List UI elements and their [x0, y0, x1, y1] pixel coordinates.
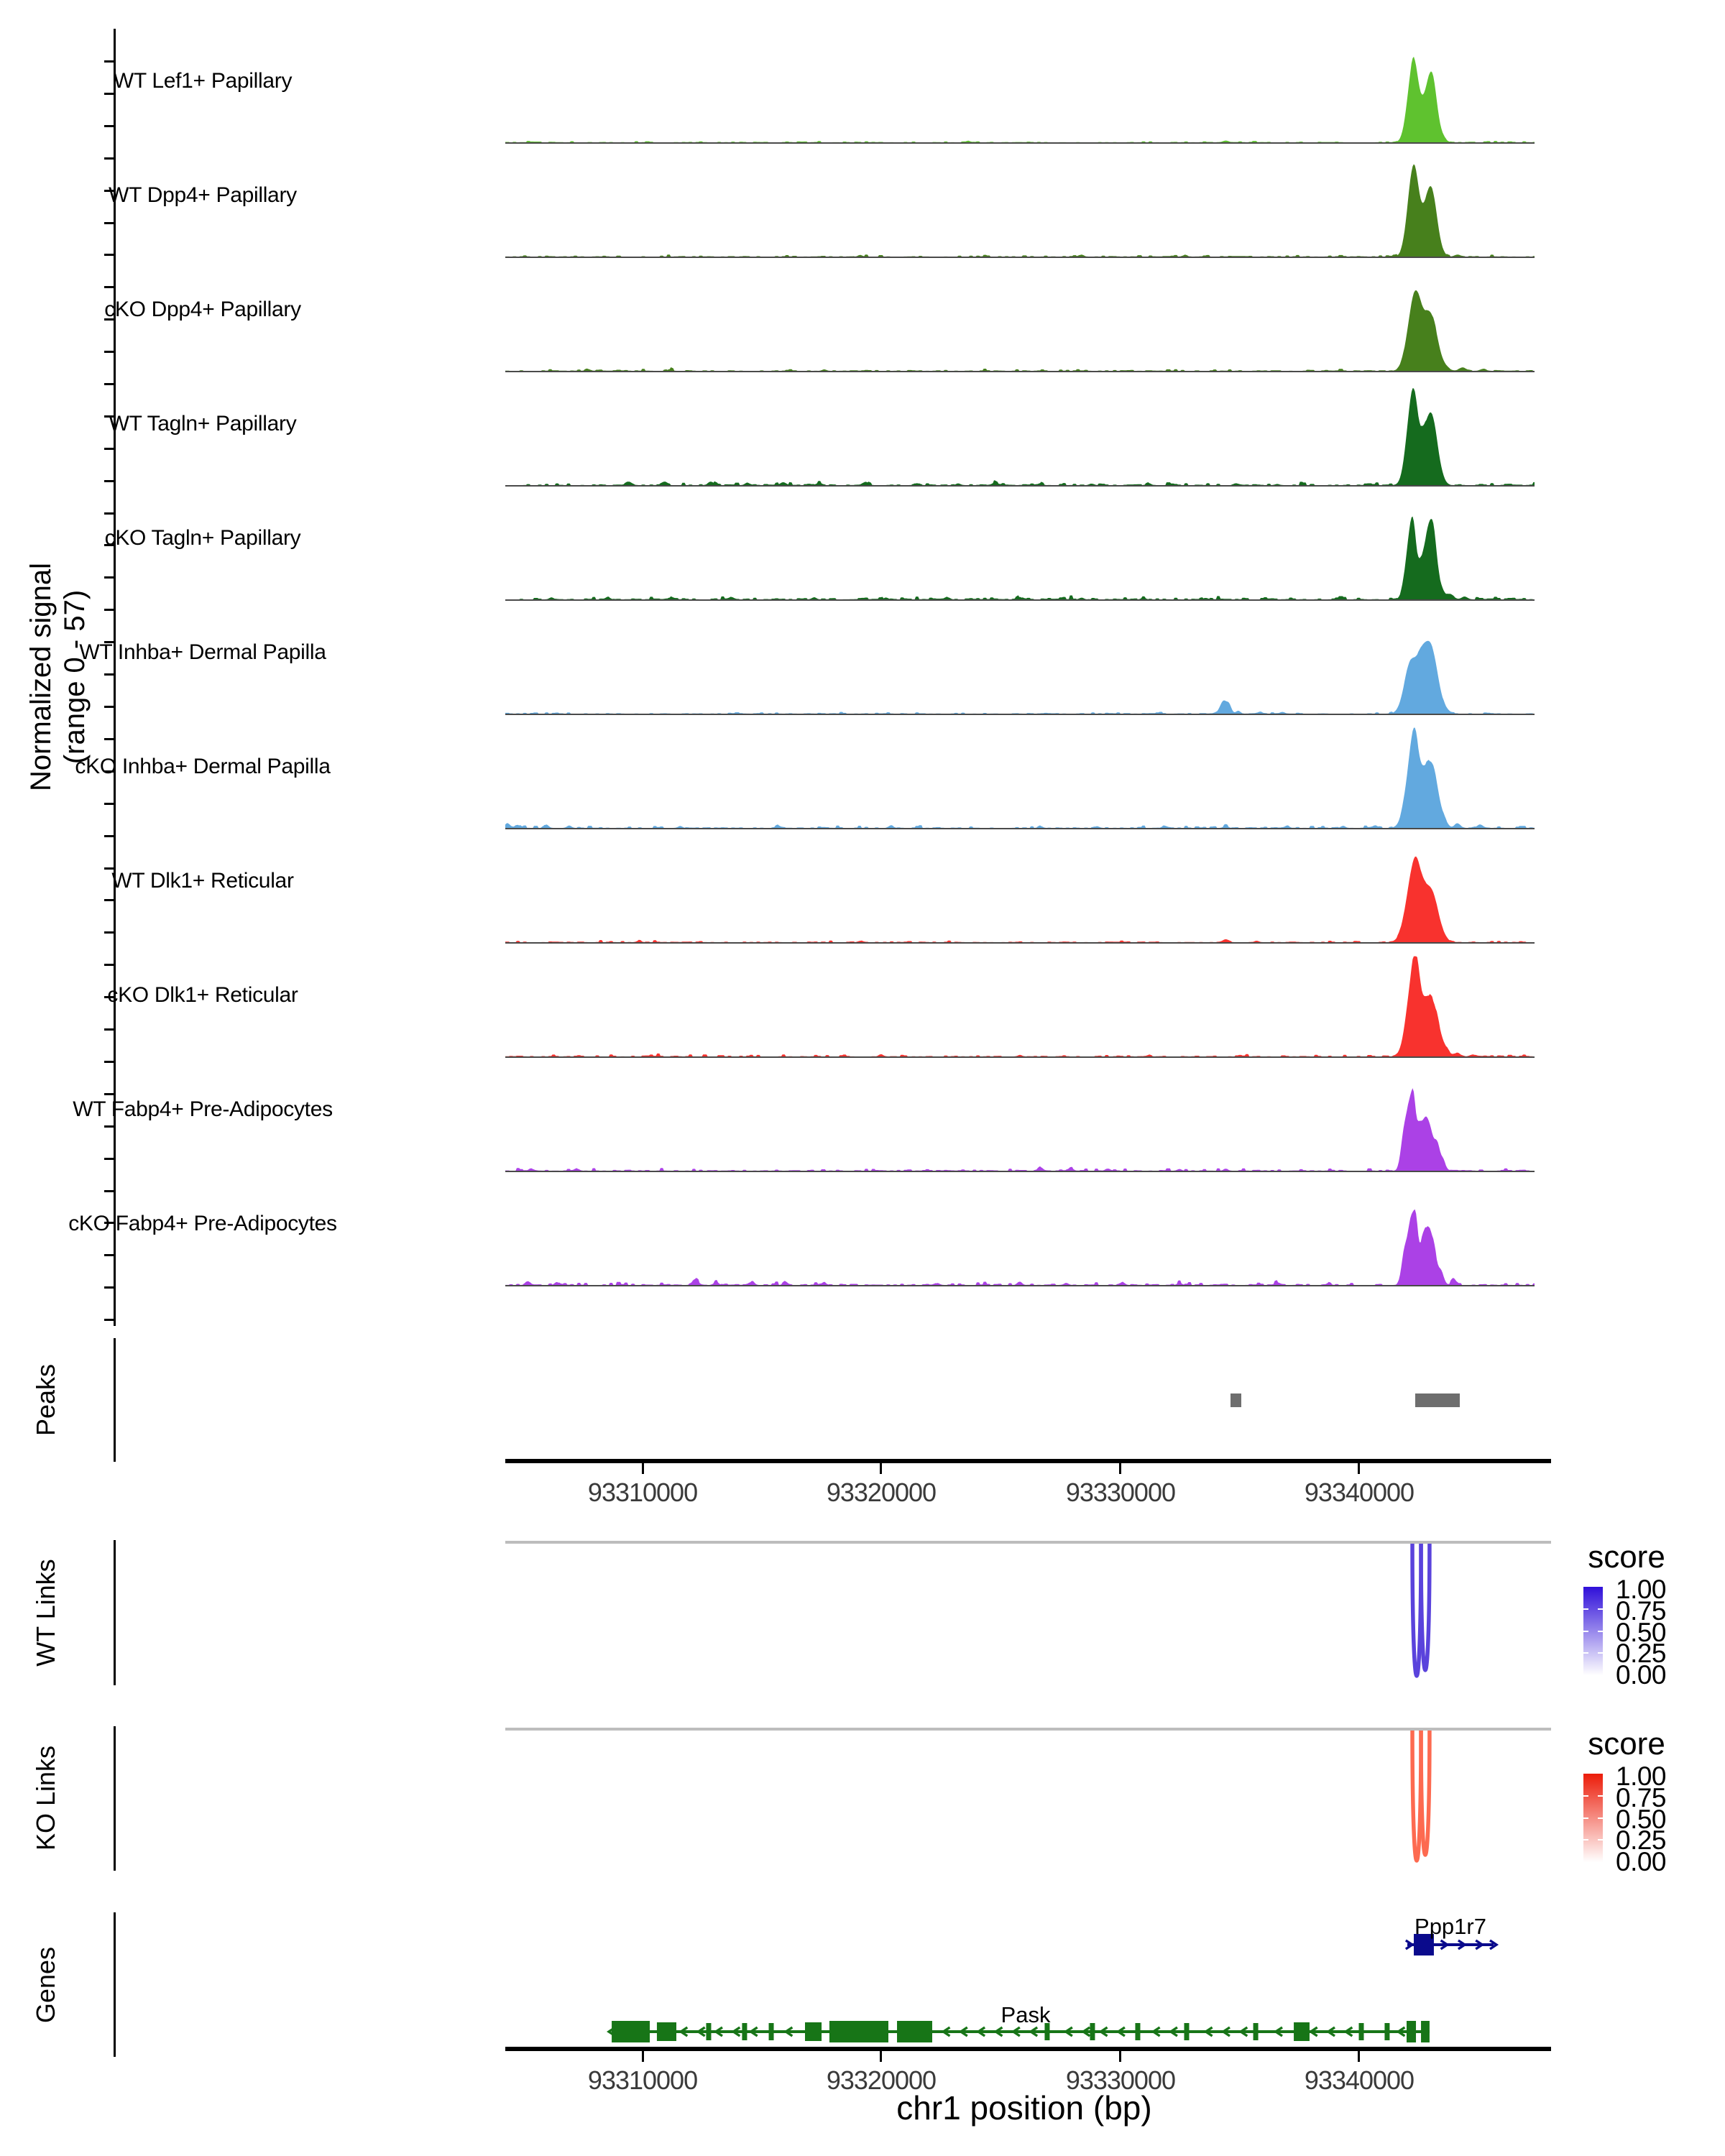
x-axis-tick-label-bottom: 93330000 [1065, 2065, 1175, 2095]
track-label: cKO Fabp4+ Pre-Adipocytes [68, 1212, 337, 1235]
score-legend-label: 1.00 [1616, 1575, 1667, 1604]
signal-y-axis-tick [104, 706, 114, 708]
legend-gradient-notch [1598, 1818, 1603, 1819]
legend-gradient-notch [1583, 1839, 1588, 1841]
score-legend-label: 1.00 [1616, 1761, 1667, 1791]
signal-y-axis-tick [104, 157, 114, 160]
legend-gradient-notch [1583, 1795, 1588, 1797]
track-label: WT Fabp4+ Pre-Adipocytes [73, 1097, 333, 1121]
wt-score-legend-gradient [1583, 1587, 1603, 1675]
score-legend-label: 0.75 [1616, 1782, 1667, 1812]
legend-gradient-notch [1583, 1652, 1588, 1654]
signal-y-axis-tick [104, 254, 114, 256]
ko-links-section-label: KO Links [31, 1745, 60, 1851]
x-axis-tick-label-bottom: 93340000 [1304, 2065, 1414, 2095]
genes-plot [505, 1912, 1551, 2057]
peak-interval-box [1230, 1393, 1241, 1407]
signal-y-axis-line [114, 29, 116, 1326]
score-legend-label: 0.50 [1616, 1617, 1667, 1647]
signal-y-axis-tick [104, 673, 114, 676]
track-label: WT Dpp4+ Papillary [109, 183, 297, 207]
x-axis-tick-label-bottom: 93310000 [587, 2065, 698, 2095]
signal-y-axis-tick [104, 1125, 114, 1128]
track-label: WT Tagln+ Papillary [109, 412, 297, 436]
ko-links-bracket [114, 1726, 116, 1871]
signal-y-axis-tick [104, 448, 114, 450]
signal-y-axis-tick [104, 60, 114, 63]
signal-y-axis-tick [104, 609, 114, 611]
peaks-section-label: Peaks [31, 1363, 60, 1437]
track-label: cKO Dpp4+ Papillary [104, 298, 301, 321]
peak-interval-box [1415, 1393, 1460, 1407]
signal-y-axis-tick [104, 803, 114, 805]
track-label: WT Lef1+ Papillary [113, 69, 293, 93]
ko-score-legend-gradient [1583, 1774, 1603, 1862]
signal-y-axis-tick [104, 1286, 114, 1289]
x-axis-tick-label-top: 93310000 [587, 1478, 698, 1507]
track-signal-plot [505, 272, 1535, 372]
wt-links-section-label: WT Links [31, 1559, 60, 1667]
signal-y-axis-tick [104, 351, 114, 353]
track-signal-plot [505, 157, 1535, 258]
score-legend-label: 0.25 [1616, 1825, 1667, 1856]
signal-y-axis-title-line1: Normalized signal [25, 563, 57, 791]
x-axis-tick-label-bottom: 93320000 [826, 2065, 937, 2095]
gene-name-label: Ppp1r7 [1414, 1914, 1486, 1939]
signal-y-axis-tick [104, 899, 114, 901]
track-signal-plot [505, 1072, 1535, 1172]
legend-gradient-notch [1598, 1795, 1603, 1797]
track-label: cKO Dlk1+ Reticular [107, 983, 298, 1007]
legend-gradient-notch [1598, 1839, 1603, 1841]
gene-name-label: Pask [1000, 2002, 1051, 2027]
signal-y-axis-tick [104, 512, 114, 515]
signal-y-axis-tick [104, 222, 114, 224]
signal-y-axis-tick [104, 1319, 114, 1321]
score-legend-label: 0.50 [1616, 1804, 1667, 1834]
peaks-bracket [114, 1338, 116, 1462]
legend-gradient-notch [1583, 1608, 1588, 1610]
x-axis-tick-top [880, 1463, 882, 1474]
signal-y-axis-tick [104, 931, 114, 934]
score-legend-label: 0.25 [1616, 1639, 1667, 1669]
signal-y-axis-tick [104, 964, 114, 966]
x-axis-top [505, 1459, 1551, 1463]
x-axis-tick-label-top: 93340000 [1304, 1478, 1414, 1507]
legend-gradient-notch [1583, 1818, 1588, 1819]
x-axis-tick-label-top: 93320000 [826, 1478, 937, 1507]
score-legend-label: 0.00 [1616, 1847, 1667, 1876]
signal-y-axis-tick [104, 1093, 114, 1095]
track-signal-plot [505, 386, 1535, 487]
track-signal-plot [505, 500, 1535, 601]
track-signal-plot [505, 614, 1535, 715]
score-legend-label: 0.00 [1616, 1660, 1667, 1690]
score-legend-label: 0.75 [1616, 1595, 1667, 1626]
wt-links-bracket [114, 1540, 116, 1685]
x-axis-tick-top [642, 1463, 644, 1474]
ko-links-arcs [505, 1728, 1551, 1913]
genes-bracket [114, 1912, 116, 2057]
signal-y-axis-title-line2: (range 0 - 57) [59, 589, 91, 765]
x-axis-tick-top [1358, 1463, 1360, 1474]
genes-section-label: Genes [31, 1946, 60, 2024]
track-label: cKO Inhba+ Dermal Papilla [75, 755, 331, 778]
signal-y-axis-tick [104, 1254, 114, 1256]
track-signal-plot [505, 1186, 1535, 1286]
track-signal-plot [505, 43, 1535, 144]
signal-y-axis-tick [104, 576, 114, 579]
ko-score-legend-title: score [1588, 1726, 1665, 1761]
signal-y-axis-tick [104, 738, 114, 740]
track-label: WT Inhba+ Dermal Papilla [79, 640, 326, 664]
legend-gradient-notch [1598, 1652, 1603, 1654]
signal-y-axis-tick [104, 1190, 114, 1192]
signal-y-axis-tick [104, 383, 114, 385]
track-signal-plot [505, 843, 1535, 944]
signal-y-axis-tick [104, 1061, 114, 1063]
legend-gradient-notch [1583, 1631, 1588, 1632]
track-label: cKO Tagln+ Papillary [104, 526, 301, 550]
wt-score-legend-title: score [1588, 1539, 1665, 1575]
track-label: WT Dlk1+ Reticular [111, 869, 294, 893]
signal-y-axis-tick [104, 1028, 114, 1031]
legend-gradient-notch [1598, 1631, 1603, 1632]
track-signal-plot [505, 957, 1535, 1058]
x-axis-tick-label-top: 93330000 [1065, 1478, 1175, 1507]
x-axis-title: chr1 position (bp) [896, 2089, 1152, 2127]
track-signal-plot [505, 729, 1535, 829]
signal-y-axis-tick [104, 93, 114, 95]
signal-y-axis-tick [104, 125, 114, 127]
wt-links-arcs [505, 1541, 1551, 1726]
x-axis-tick-top [1119, 1463, 1121, 1474]
signal-y-axis-tick [104, 286, 114, 288]
signal-y-axis-tick [104, 835, 114, 837]
legend-gradient-notch [1598, 1608, 1603, 1610]
signal-y-axis-tick [104, 1158, 114, 1160]
signal-y-axis-tick [104, 480, 114, 482]
